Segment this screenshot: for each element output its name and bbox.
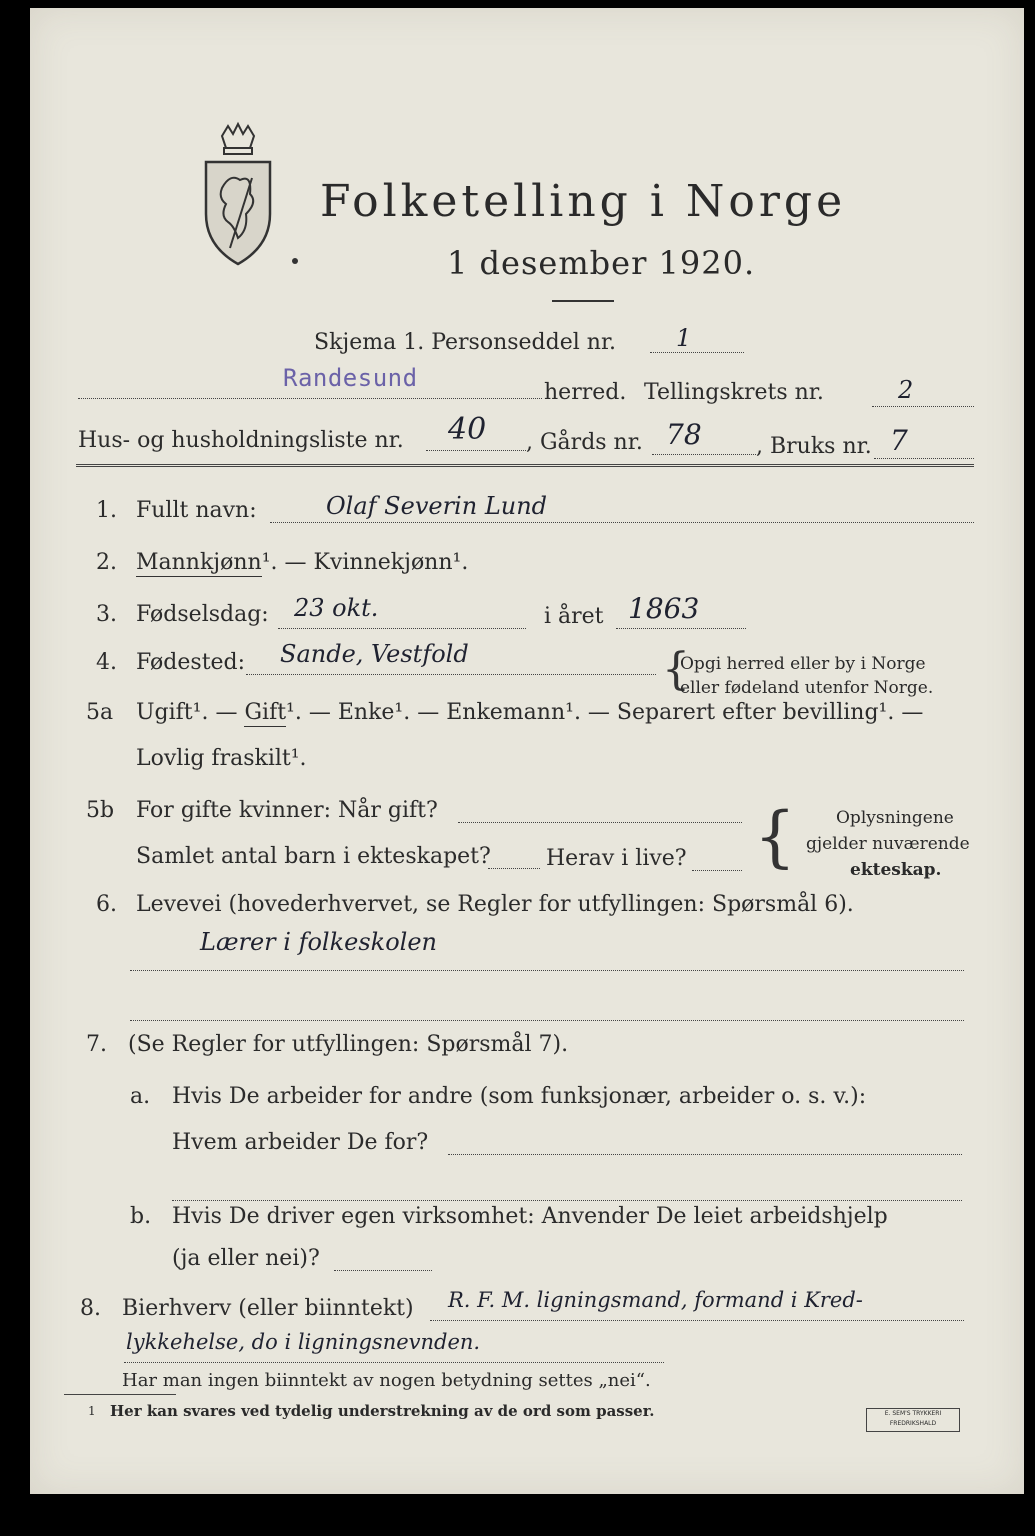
- census-form: [30, 8, 1024, 1494]
- q5a-number: 5a: [86, 700, 114, 725]
- bierhverv-field-1[interactable]: [430, 1320, 964, 1321]
- bierhverv-field-2[interactable]: [124, 1362, 664, 1363]
- q5b-note-2: gjelder nuværende: [806, 834, 970, 854]
- q5b-number: 5b: [86, 798, 115, 823]
- ugift-option[interactable]: Ugift¹. —: [136, 700, 245, 725]
- fodselsar-value: 1863: [628, 592, 700, 625]
- q5a-options: [136, 700, 923, 725]
- q2-number: 2.: [96, 550, 117, 575]
- q5b-brace: {: [754, 798, 796, 875]
- antal-barn-label: Samlet antal barn i ekteskapet?: [136, 844, 491, 869]
- q7b-label-2: (ja eller nei)?: [172, 1246, 320, 1271]
- q7b-letter: b.: [130, 1204, 152, 1229]
- q3-label: Fødselsdag:: [136, 602, 269, 627]
- fodested-value: Sande, Vestfold: [280, 640, 469, 668]
- q5b-note-1: Oplysningene: [836, 808, 954, 828]
- bruks-value: 7: [890, 424, 908, 457]
- arbeidsgiver-field-1[interactable]: [448, 1154, 962, 1155]
- bierhverv-value-1: R. F. M. ligningsmand, formand i Kred-: [448, 1288, 863, 1312]
- q4-brace: {: [662, 644, 690, 695]
- footnote-mark: 1: [88, 1404, 96, 1418]
- printer-stamp: [866, 1408, 960, 1432]
- bruks-field[interactable]: [874, 458, 974, 459]
- civil-status-other-options[interactable]: ¹. — Enke¹. — Enkemann¹. — Separert efter bevilling¹. —: [286, 700, 924, 725]
- q3-number: 3.: [96, 602, 117, 627]
- q4-label: Fødested:: [136, 650, 246, 675]
- q7a-label-2: Hvem arbeider De for?: [172, 1130, 429, 1155]
- bierhverv-value-2: lykkehelse, do i ligningsnevnden.: [126, 1330, 481, 1354]
- printer-stamp-line-2: FREDRIKSHALD: [889, 1420, 937, 1427]
- tellingskrets-label: Tellingskrets nr.: [644, 380, 824, 405]
- header-double-rule: [76, 464, 974, 467]
- mannkjonn-option[interactable]: Mannkjønn: [136, 550, 262, 575]
- date-dot: [292, 258, 298, 264]
- q8-note: Har man ingen biinntekt av nogen betydning settes „nei“.: [122, 1370, 651, 1391]
- printer-stamp-line-1: E. SEM'S TRYKKERI: [884, 1410, 942, 1417]
- q8-label: Bierhverv (eller biinntekt): [122, 1296, 414, 1321]
- antal-barn-field[interactable]: [488, 868, 540, 869]
- fodselsar-field[interactable]: [616, 628, 746, 629]
- skjema-label: Skjema 1. Personseddel nr.: [314, 330, 617, 355]
- title-divider: [552, 300, 614, 302]
- norwegian-coat-of-arms-icon: [200, 118, 276, 268]
- q7a-letter: a.: [130, 1084, 151, 1109]
- levevei-value: Lærer i folkeskolen: [200, 928, 437, 956]
- gards-label: , Gårds nr.: [526, 430, 643, 455]
- form-title: Folketelling i Norge: [320, 176, 847, 227]
- gards-value: 78: [666, 418, 702, 451]
- gift-option[interactable]: Gift: [244, 700, 287, 725]
- herav-i-live-field[interactable]: [692, 870, 742, 871]
- hus-field[interactable]: [426, 450, 526, 451]
- nar-gift-field[interactable]: [458, 822, 742, 823]
- bruks-label: , Bruks nr.: [756, 434, 872, 459]
- tellingskrets-field[interactable]: [872, 406, 974, 407]
- q7b-label: Hvis De driver egen virksomhet: Anvender De leiet arbeidshjelp: [172, 1204, 888, 1229]
- nar-gift-label: For gifte kvinner: Når gift?: [136, 798, 438, 823]
- tellingskrets-value: 2: [898, 376, 914, 404]
- q6-number: 6.: [96, 892, 117, 917]
- herred-label: herred.: [544, 380, 627, 405]
- q4-note-1: Opgi herred eller by i Norge: [680, 654, 926, 674]
- census-date: 1 desember 1920.: [447, 244, 756, 282]
- q6-label: Levevei (hovederhvervet, se Regler for utfyllingen: Spørsmål 6).: [136, 892, 854, 917]
- footnote-text: Her kan svares ved tydelig understrekning av de ord som passer.: [110, 1402, 655, 1420]
- fullt-navn-field[interactable]: [270, 522, 974, 523]
- q7a-label: Hvis De arbeider for andre (som funksjonær, arbeider o. s. v.):: [172, 1084, 867, 1109]
- fodselsdag-field[interactable]: [278, 628, 526, 629]
- levevei-field-1[interactable]: [130, 970, 964, 971]
- personseddel-value: 1: [676, 324, 692, 352]
- q7-label: (Se Regler for utfyllingen: Spørsmål 7).: [128, 1032, 569, 1057]
- herav-i-live-label: Herav i live?: [546, 846, 687, 871]
- q4-note-2: eller fødeland utenfor Norge.: [680, 678, 934, 698]
- arbeidsgiver-field-2[interactable]: [172, 1200, 962, 1201]
- q5b-note-3: ekteskap.: [850, 860, 942, 880]
- hus-label: Hus- og husholdningsliste nr.: [78, 428, 404, 453]
- kvinnekjonn-option[interactable]: Kvinnekjønn¹.: [313, 550, 469, 575]
- q2-separator: ¹. —: [261, 550, 314, 575]
- q8-number: 8.: [80, 1296, 101, 1321]
- q1-number: 1.: [96, 498, 117, 523]
- levevei-field-2[interactable]: [130, 1020, 964, 1021]
- year-label: i året: [544, 604, 604, 629]
- q4-number: 4.: [96, 650, 117, 675]
- hus-value: 40: [448, 412, 487, 447]
- fullt-navn-value: Olaf Severin Lund: [326, 492, 548, 520]
- fodselsdag-value: 23 okt.: [294, 594, 379, 622]
- gards-field[interactable]: [652, 454, 756, 455]
- herred-field[interactable]: [78, 398, 542, 399]
- municipality-stamp: Randesund: [283, 364, 418, 392]
- q1-label: Fullt navn:: [136, 498, 257, 523]
- arbeidshjelp-field[interactable]: [334, 1270, 432, 1271]
- q2-options: [136, 550, 468, 575]
- personseddel-field[interactable]: [650, 352, 744, 353]
- q7-number: 7.: [86, 1032, 107, 1057]
- footnote-rule: [64, 1394, 176, 1395]
- fodested-field[interactable]: [246, 674, 656, 675]
- lovlig-fraskilt-option[interactable]: Lovlig fraskilt¹.: [136, 746, 307, 771]
